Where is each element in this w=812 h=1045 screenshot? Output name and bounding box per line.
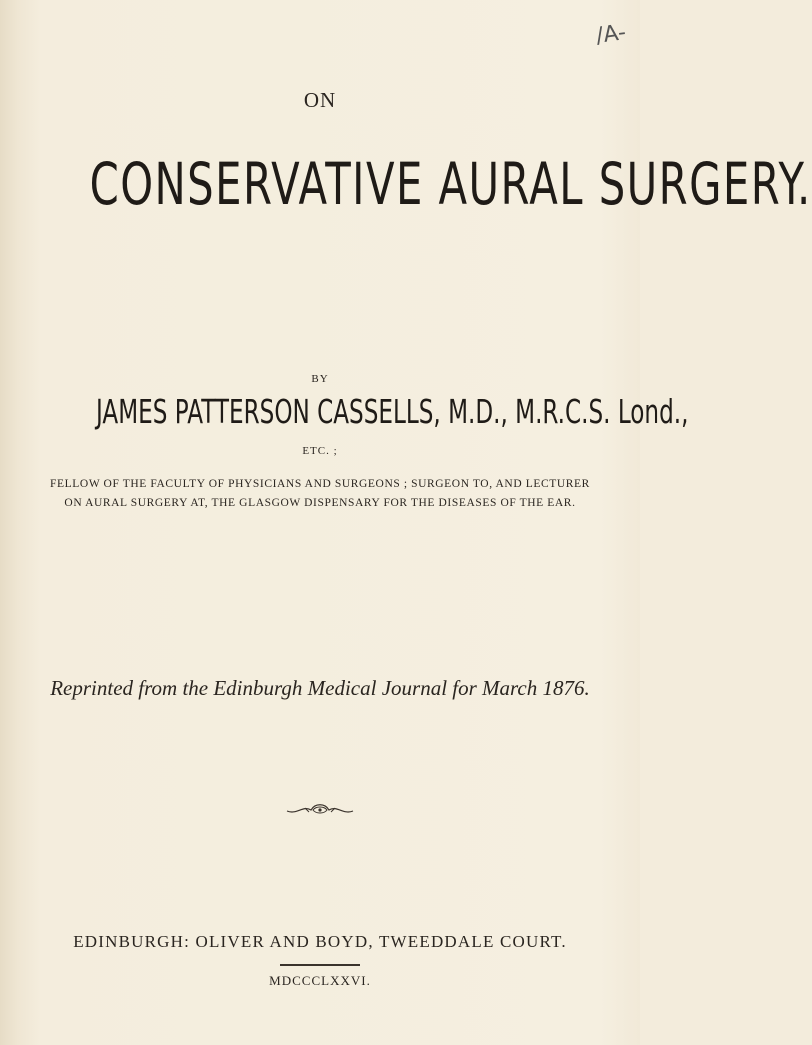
etc-line: ETC. ;	[302, 445, 338, 457]
book-title: CONSERVATIVE AURAL SURGERY.	[89, 150, 812, 218]
divider-rule	[280, 964, 360, 966]
author-credentials-line-1: FELLOW OF THE FACULTY OF PHYSICIANS AND SURGEONS ; SURGEON TO, AND LECTURER	[50, 478, 590, 490]
printer-ornament-icon	[285, 799, 355, 821]
handwritten-mark: /A-	[594, 20, 628, 49]
publisher-line: EDINBURGH: OLIVER AND BOYD, TWEEDDALE COURT.	[73, 932, 567, 951]
author-name: JAMES PATTERSON CASSELLS, M.D., M.R.C.S. Lond.,	[96, 392, 689, 431]
reprint-note: Reprinted from the Edinburgh Medical Journal for March 1876.	[50, 676, 590, 700]
author-credentials-line-2: ON AURAL SURGERY AT, THE GLASGOW DISPENSARY FOR THE DISEASES OF THE EAR.	[64, 497, 576, 509]
by-line: BY	[311, 373, 329, 385]
title-prefix: ON	[303, 88, 337, 112]
publication-year: MDCCCLXXVI.	[269, 973, 371, 988]
